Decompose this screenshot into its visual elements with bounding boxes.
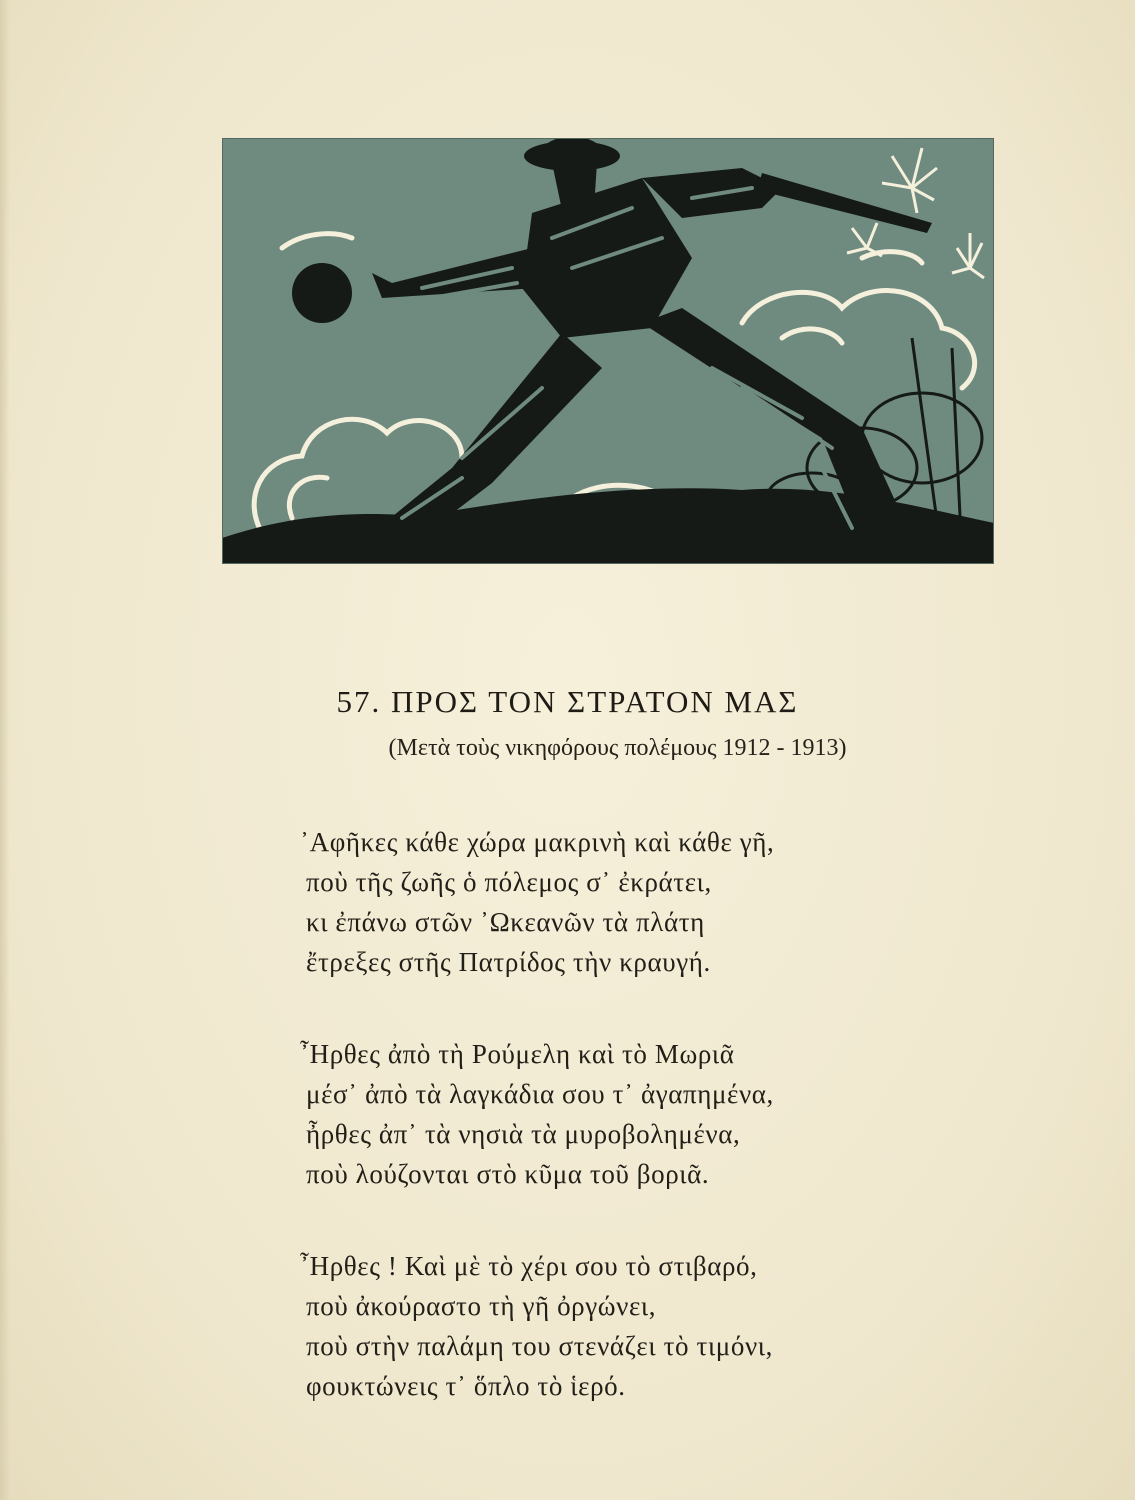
poem-line: ποὺ τῆς ζωῆς ὁ πόλεμος σ᾿ ἐκράτει,: [306, 867, 712, 897]
poem-line: ποὺ στὴν παλάμη του στενάζει τὸ τιμόνι,: [306, 1331, 774, 1361]
poem-subtitle: (Μετὰ τοὺς νικηφόρους πολέμους 1912 - 1913): [388, 735, 847, 761]
poem-line: ἔτρεξες στῆς Πατρίδος τὴν κραυγή.: [306, 947, 711, 977]
soldier-illustration: [222, 138, 994, 564]
poem-line: ποὺ λούζονται στὸ κῦμα τοῦ βοριᾶ.: [306, 1159, 710, 1189]
poem-line: μέσ᾿ ἀπὸ τὰ λαγκάδια σου τ᾿ ἀγαπημένα,: [306, 1079, 774, 1109]
poem-line: κι ἐπάνω στῶν ᾿Ωκεανῶν τὰ πλάτη: [306, 907, 705, 937]
poem-line: ποὺ ἀκούραστο τὴ γῆ ὀργώνει,: [306, 1291, 657, 1321]
poem-line: ἦρθες ἀπ᾿ τὰ νησιὰ τὰ μυροβολημένα,: [306, 1119, 741, 1149]
poem-line: ῏Ηρθες ἀπὸ τὴ Ρούμελη καὶ τὸ Μωριᾶ: [300, 1039, 735, 1069]
stanza-2: [300, 1034, 1000, 1194]
poem-body: [300, 822, 1000, 1458]
poem-line: ῏Ηρθες ! Καὶ μὲ τὸ χέρι σου τὸ στιβαρό,: [300, 1251, 758, 1281]
poem-line: ᾿Αφῆκες κάθε χώρα μακρινὴ καὶ κάθε γῆ,: [300, 827, 775, 857]
poem-title: 57. ΠΡΟΣ ΤΟΝ ΣΤΡΑΤΟΝ ΜΑΣ: [336, 684, 799, 719]
poem-line: φουκτώνεις τ᾿ ὅπλο τὸ ἱερό.: [306, 1371, 626, 1401]
stanza-3: [300, 1246, 1000, 1406]
stanza-1: [300, 822, 1000, 982]
